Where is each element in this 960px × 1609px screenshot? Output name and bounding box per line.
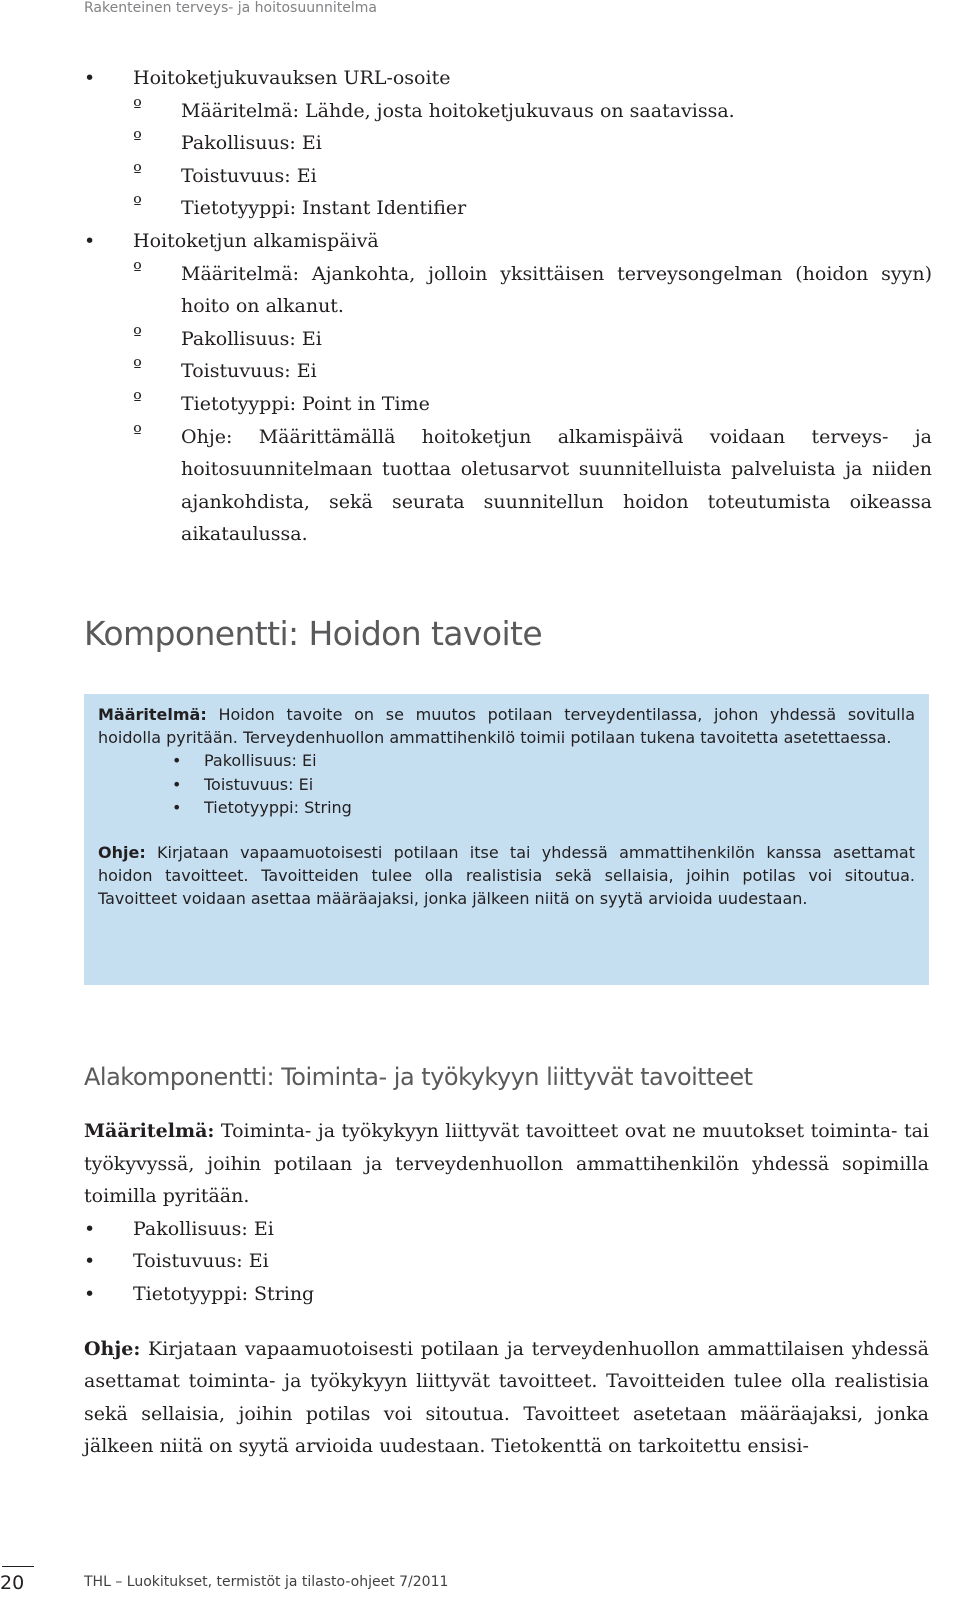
component-heading: Komponentti: Hoidon tavoite — [84, 614, 543, 653]
list-subitem: º Ohje: Määrittämällä hoitoketjun alkamispäivä voidaan terveys- ja hoitosuunnitelmaan tuottaa oletusarvot suunnitelluista palveluista ja niiden ajankohdista, sekä seurata suunnitellun hoidon toteutumista oikeassa aikataulussa. — [133, 421, 932, 546]
list-subitem: º Toistuvuus: Ei — [133, 356, 317, 383]
list-item: • Pakollisuus: Ei — [98, 749, 915, 772]
list-item: • Hoitoketjukuvauksen URL-osoite — [84, 62, 932, 95]
guide-paragraph: Ohje: Kirjataan vapaamuotoisesti potilaan ja terveydenhuollon ammattilaisen yhdessä asettamat toiminta- ja työkykyyn liittyvät tavoitteet. Tavoitteiden tulee olla realistisia sekä sellaisia, joihin potilas voi sitoutua. Tavoitteet asetetaan määräajaksi, jonka jälkeen niitä on syytä arvioida uudestaan. Tietokenttä on tarkoitettu ensisi- — [84, 1337, 930, 1458]
list-item: • Toistuvuus: Ei — [84, 1245, 929, 1278]
subcomponent-heading: Alakomponentti: Toiminta- ja työkykyyn liittyvät tavoitteet — [84, 1063, 753, 1091]
list-item: • Tietotyyppi: String — [98, 796, 915, 819]
list-subitem: º Tietotyyppi: Point in Time — [133, 388, 430, 415]
list-item: • Toistuvuus: Ei — [98, 773, 915, 796]
list-subitem: º Tietotyyppi: Instant Identifier — [133, 193, 467, 220]
list-subitem: º Pakollisuus: Ei — [133, 323, 322, 350]
definition-paragraph: Määritelmä: Toiminta- ja työkykyyn liittyvät tavoitteet ovat ne muutokset toiminta- tai työkyvyssä, joihin potilaan ja terveydenhuollon ammattihenkilön yhdessä sopimilla toimilla pyritään. — [84, 1120, 929, 1208]
page-number: 20 — [0, 1572, 44, 1594]
list-item: • Tietotyyppi: String — [84, 1278, 929, 1311]
subcomponent-body — [84, 1115, 929, 1463]
list-subitem: º Pakollisuus: Ei — [133, 128, 322, 155]
publication-title: THL – Luokitukset, termistöt ja tilasto-ohjeet 7/2011 — [84, 1574, 449, 1590]
attribute-list — [84, 62, 932, 551]
list-subitem: º Toistuvuus: Ei — [133, 160, 317, 187]
running-header: Rakenteinen terveys- ja hoitosuunnitelma — [84, 0, 377, 16]
list-item: • Hoitoketjun alkamispäivä — [84, 225, 932, 258]
guide-paragraph: Ohje: Kirjataan vapaamuotoisesti potilaan itse tai yhdessä ammattihenkilön kanssa asettamat hoidon tavoitteet. Tavoitteiden tulee olla realistisia sekä sellaisia, joihin potilas voi sitoutua. Tavoitteet voidaan asettaa määräajaksi, jonka jälkeen niitä on syytä arvioida uudestaan. — [98, 843, 916, 909]
sub-marker: º — [133, 95, 142, 118]
list-subitem: º Määritelmä: Ajankohta, jolloin yksittäisen terveysongelman (hoidon syyn) hoito on alkanut. — [133, 258, 932, 318]
definition-paragraph: Määritelmä: Hoidon tavoite on se muutos potilaan terveydentilassa, johon yhdessä sovitulla hoidolla pyritään. Terveydenhuollon ammattihenkilö toimii potilaan tukena tavoitetta asetettaessa. — [98, 705, 915, 748]
list-item: • Pakollisuus: Ei — [84, 1213, 929, 1246]
page-footer — [0, 1568, 960, 1608]
component-info-box — [84, 694, 929, 985]
list-subitem: º Määritelmä: Lähde, josta hoitoketjukuvaus on saatavissa. — [84, 95, 932, 128]
